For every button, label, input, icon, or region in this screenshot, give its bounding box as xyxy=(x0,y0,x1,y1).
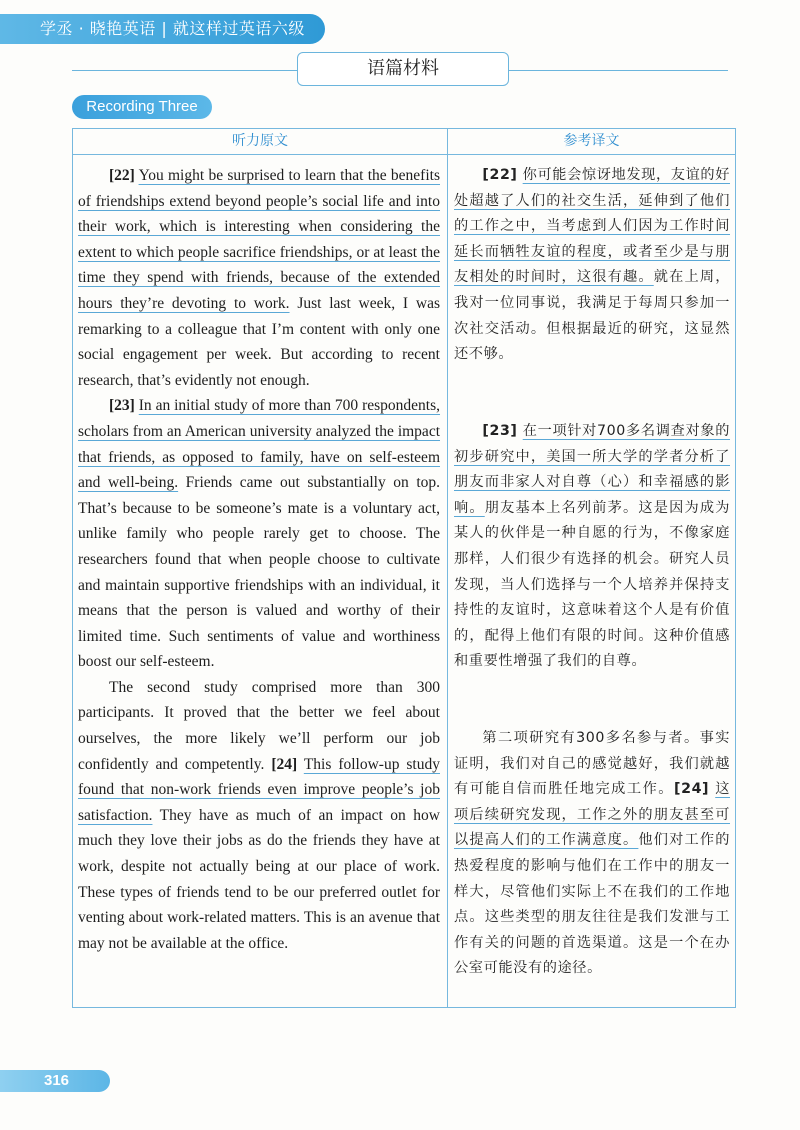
recording-label: Recording Three xyxy=(72,95,212,119)
key-translation: 这项后续研究发现，工作之外的朋友甚至可以提高人们的工作满意度。 xyxy=(454,781,730,849)
translation-23 xyxy=(454,419,730,675)
translation-24 xyxy=(454,726,730,982)
paragraph-text: Just last week, I was remarking to a colleague that I’m content with only one social engagement per week. But according to recent research, that’s evidently not enough. xyxy=(78,294,440,389)
key-sentence: This follow-up study found that non-work friends even improve people’s job satisfaction. xyxy=(78,755,440,824)
translation-text: 他们对工作的热爱程度的影响与他们在工作中的朋友一样大，尽管他们实际上不在我们的工作地点。这些类型的朋友往往是我们发泄与工作有关的问题的首选渠道。这是一个在办公室可能没有的途径。 xyxy=(454,832,731,977)
col-header-original: 听力原文 xyxy=(232,133,288,149)
series-title: 学丞 · 晓艳英语 | 就这样过英语六级 xyxy=(40,19,305,38)
question-number: [24] xyxy=(674,781,710,798)
translation-text: 就在上周，我对一位同事说，我满足于每周只参加一次社交活动。但根据最近的研究，这显然还不够。 xyxy=(454,269,730,363)
paragraph-text: The second study comprised more than 300 participants. It proved that the better we feel about ourselves, the more likely we’ll perform our job confidently and competently. xyxy=(78,678,440,773)
series-header-bar xyxy=(0,14,325,44)
translation-22 xyxy=(454,163,730,368)
bilingual-table xyxy=(72,128,736,1008)
question-number: [23] xyxy=(109,397,135,415)
translation-text: 第二项研究有300多名参与者。事实证明，我们对自己的感觉越好，我们就越有可能自信而胜任地完成工作。 xyxy=(454,730,730,798)
key-translation: 在一项针对700多名调查对象的初步研究中，美国一所大学的学者分析了朋友而非家人对自尊（心）和幸福感的影响。 xyxy=(454,423,730,516)
translation-text: 朋友基本上名列前茅。这是因为成为某人的伙伴是一种自愿的行为，不像家庭那样，人们很少有选择的机会。研究人员发现，当人们选择与一个人培养并保持支持性的友谊时，这意味着这个人是有价值的，配得上他们有限的时间。这种价值感和重要性增强了我们的自尊。 xyxy=(454,499,730,670)
page-number-badge xyxy=(0,1070,110,1092)
paragraph-text: They have as much of an impact on how much they love their jobs as do the friends they have at work, despite not actually being at our place of work. These types of friends tend to be our preferred outlet for venting about work-related matters. This is an avenue that may not be available at the office. xyxy=(78,806,440,952)
paragraph-24 xyxy=(78,675,440,957)
section-title: 语篇材料 xyxy=(297,52,509,86)
question-number: [22] xyxy=(109,167,135,184)
key-sentence: In an initial study of more than 700 respondents, scholars from an American university analyzed the impact that friends, as opposed to family, have on self-esteem and well-being. xyxy=(78,397,441,492)
question-number: [22] xyxy=(482,167,518,183)
column-divider xyxy=(447,129,448,1007)
paragraph-text: Friends came out substantially on top. That’s because to be someone’s mate is a voluntary act, unlike family who people rarely get to choose. The researchers found that when people choose to cultivate and maintain supportive friendships with an individual, it means that the person is valued and worthy of their limited time. Such sentiments of value and worthiness boost our self-esteem. xyxy=(78,474,440,671)
key-sentence: You might be surprised to learn that the benefits of friendships extend beyond people’s social life and into their work, which is interesting when considering the extent to which people sacrifice friendships, or at least the time they spend with friends, because of the extended hours they’re devoting to work. xyxy=(78,167,440,312)
question-number: [24] xyxy=(271,755,298,773)
key-translation: 你可能会惊讶地发现，友谊的好处超越了人们的社交生活，延伸到了他们的工作之中，当考虑到人们因为工作时间延长而牺牲友谊的程度，或者至少是与朋友相处的时间时，这很有趣。 xyxy=(454,167,730,286)
question-number: [23] xyxy=(482,423,518,439)
paragraph-23 xyxy=(78,393,440,675)
original-text-column xyxy=(78,163,440,956)
col-header-translation: 参考译文 xyxy=(563,133,620,149)
paragraph-22 xyxy=(78,163,440,393)
page-number: 316 xyxy=(44,1072,70,1089)
